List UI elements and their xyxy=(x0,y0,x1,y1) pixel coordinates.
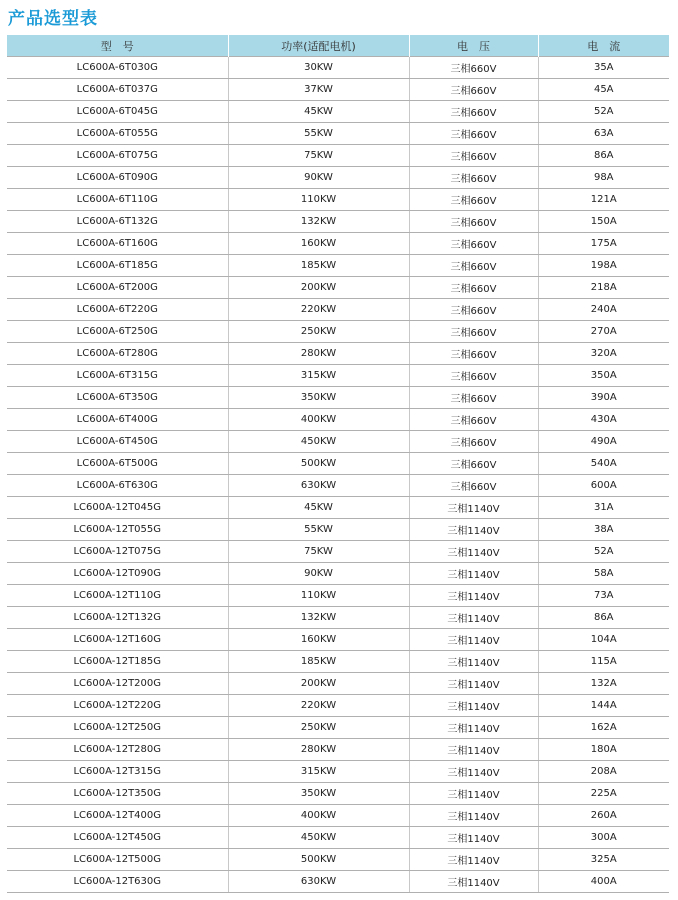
power-cell: 45KW xyxy=(228,497,409,519)
power-cell: 400KW xyxy=(228,409,409,431)
table-row xyxy=(7,233,669,255)
model-cell: LC600A-12T090G xyxy=(7,563,228,585)
voltage-cell: 三相660V xyxy=(409,299,538,321)
current-cell: 162A xyxy=(538,717,669,739)
current-cell: 52A xyxy=(538,541,669,563)
voltage-cell: 三相1140V xyxy=(409,805,538,827)
power-cell: 500KW xyxy=(228,453,409,475)
voltage-cell: 三相660V xyxy=(409,211,538,233)
voltage-cell: 三相1140V xyxy=(409,739,538,761)
table-row xyxy=(7,57,669,79)
current-cell: 400A xyxy=(538,871,669,893)
model-cell: LC600A-12T200G xyxy=(7,673,228,695)
current-cell: 63A xyxy=(538,123,669,145)
model-cell: LC600A-12T450G xyxy=(7,827,228,849)
current-cell: 180A xyxy=(538,739,669,761)
power-cell: 55KW xyxy=(228,123,409,145)
model-cell: LC600A-6T030G xyxy=(7,57,228,79)
power-cell: 132KW xyxy=(228,607,409,629)
model-cell: LC600A-6T110G xyxy=(7,189,228,211)
voltage-cell: 三相660V xyxy=(409,431,538,453)
header-voltage: 电 压 xyxy=(409,35,538,57)
table-row xyxy=(7,211,669,233)
model-cell: LC600A-6T500G xyxy=(7,453,228,475)
header-model: 型 号 xyxy=(7,35,228,57)
current-cell: 430A xyxy=(538,409,669,431)
power-cell: 110KW xyxy=(228,585,409,607)
current-cell: 270A xyxy=(538,321,669,343)
power-cell: 75KW xyxy=(228,145,409,167)
voltage-cell: 三相1140V xyxy=(409,717,538,739)
table-row xyxy=(7,783,669,805)
voltage-cell: 三相1140V xyxy=(409,519,538,541)
power-cell: 90KW xyxy=(228,563,409,585)
model-cell: LC600A-12T110G xyxy=(7,585,228,607)
voltage-cell: 三相1140V xyxy=(409,607,538,629)
model-cell: LC600A-12T055G xyxy=(7,519,228,541)
table-row xyxy=(7,123,669,145)
table-row xyxy=(7,871,669,893)
table-row xyxy=(7,101,669,123)
table-body xyxy=(7,57,669,893)
power-cell: 400KW xyxy=(228,805,409,827)
model-cell: LC600A-6T075G xyxy=(7,145,228,167)
current-cell: 52A xyxy=(538,101,669,123)
model-cell: LC600A-6T400G xyxy=(7,409,228,431)
voltage-cell: 三相660V xyxy=(409,189,538,211)
current-cell: 350A xyxy=(538,365,669,387)
product-selection-table xyxy=(7,35,669,893)
table-row xyxy=(7,739,669,761)
model-cell: LC600A-12T500G xyxy=(7,849,228,871)
model-cell: LC600A-6T090G xyxy=(7,167,228,189)
voltage-cell: 三相660V xyxy=(409,145,538,167)
current-cell: 490A xyxy=(538,431,669,453)
current-cell: 86A xyxy=(538,607,669,629)
voltage-cell: 三相660V xyxy=(409,277,538,299)
table-header xyxy=(7,35,669,57)
table-row xyxy=(7,541,669,563)
current-cell: 121A xyxy=(538,189,669,211)
power-cell: 280KW xyxy=(228,343,409,365)
current-cell: 35A xyxy=(538,57,669,79)
table-row xyxy=(7,409,669,431)
power-cell: 160KW xyxy=(228,233,409,255)
power-cell: 220KW xyxy=(228,299,409,321)
power-cell: 280KW xyxy=(228,739,409,761)
power-cell: 315KW xyxy=(228,365,409,387)
table-row xyxy=(7,519,669,541)
voltage-cell: 三相1140V xyxy=(409,849,538,871)
power-cell: 30KW xyxy=(228,57,409,79)
voltage-cell: 三相660V xyxy=(409,321,538,343)
current-cell: 58A xyxy=(538,563,669,585)
current-cell: 218A xyxy=(538,277,669,299)
table-row xyxy=(7,167,669,189)
header-row xyxy=(7,35,669,57)
current-cell: 45A xyxy=(538,79,669,101)
current-cell: 73A xyxy=(538,585,669,607)
power-cell: 185KW xyxy=(228,255,409,277)
model-cell: LC600A-12T185G xyxy=(7,651,228,673)
model-cell: LC600A-6T220G xyxy=(7,299,228,321)
model-cell: LC600A-12T315G xyxy=(7,761,228,783)
table-row xyxy=(7,497,669,519)
table-row xyxy=(7,607,669,629)
table-row xyxy=(7,673,669,695)
model-cell: LC600A-12T350G xyxy=(7,783,228,805)
power-cell: 250KW xyxy=(228,321,409,343)
current-cell: 240A xyxy=(538,299,669,321)
table-row xyxy=(7,827,669,849)
power-cell: 90KW xyxy=(228,167,409,189)
voltage-cell: 三相1140V xyxy=(409,783,538,805)
current-cell: 390A xyxy=(538,387,669,409)
voltage-cell: 三相1140V xyxy=(409,827,538,849)
power-cell: 160KW xyxy=(228,629,409,651)
table-row xyxy=(7,299,669,321)
current-cell: 540A xyxy=(538,453,669,475)
voltage-cell: 三相1140V xyxy=(409,673,538,695)
power-cell: 200KW xyxy=(228,277,409,299)
model-cell: LC600A-6T055G xyxy=(7,123,228,145)
model-cell: LC600A-6T280G xyxy=(7,343,228,365)
model-cell: LC600A-12T075G xyxy=(7,541,228,563)
model-cell: LC600A-12T250G xyxy=(7,717,228,739)
header-current: 电 流 xyxy=(538,35,669,57)
model-cell: LC600A-6T315G xyxy=(7,365,228,387)
voltage-cell: 三相660V xyxy=(409,343,538,365)
current-cell: 38A xyxy=(538,519,669,541)
model-cell: LC600A-6T450G xyxy=(7,431,228,453)
voltage-cell: 三相660V xyxy=(409,255,538,277)
power-cell: 350KW xyxy=(228,783,409,805)
table-row xyxy=(7,849,669,871)
power-cell: 55KW xyxy=(228,519,409,541)
model-cell: LC600A-6T160G xyxy=(7,233,228,255)
table-row xyxy=(7,387,669,409)
power-cell: 630KW xyxy=(228,475,409,497)
model-cell: LC600A-6T200G xyxy=(7,277,228,299)
table-row xyxy=(7,805,669,827)
table-row xyxy=(7,761,669,783)
voltage-cell: 三相660V xyxy=(409,233,538,255)
power-cell: 450KW xyxy=(228,431,409,453)
voltage-cell: 三相1140V xyxy=(409,629,538,651)
current-cell: 320A xyxy=(538,343,669,365)
voltage-cell: 三相1140V xyxy=(409,541,538,563)
model-cell: LC600A-12T400G xyxy=(7,805,228,827)
voltage-cell: 三相1140V xyxy=(409,651,538,673)
voltage-cell: 三相1140V xyxy=(409,585,538,607)
model-cell: LC600A-12T045G xyxy=(7,497,228,519)
table-row xyxy=(7,453,669,475)
power-cell: 200KW xyxy=(228,673,409,695)
voltage-cell: 三相660V xyxy=(409,475,538,497)
table-row xyxy=(7,365,669,387)
current-cell: 225A xyxy=(538,783,669,805)
current-cell: 260A xyxy=(538,805,669,827)
voltage-cell: 三相660V xyxy=(409,167,538,189)
current-cell: 104A xyxy=(538,629,669,651)
voltage-cell: 三相1140V xyxy=(409,695,538,717)
voltage-cell: 三相660V xyxy=(409,123,538,145)
current-cell: 175A xyxy=(538,233,669,255)
voltage-cell: 三相1140V xyxy=(409,563,538,585)
table-row xyxy=(7,189,669,211)
voltage-cell: 三相1140V xyxy=(409,761,538,783)
voltage-cell: 三相660V xyxy=(409,453,538,475)
table-row xyxy=(7,321,669,343)
current-cell: 208A xyxy=(538,761,669,783)
power-cell: 110KW xyxy=(228,189,409,211)
power-cell: 132KW xyxy=(228,211,409,233)
model-cell: LC600A-12T132G xyxy=(7,607,228,629)
current-cell: 144A xyxy=(538,695,669,717)
voltage-cell: 三相660V xyxy=(409,101,538,123)
power-cell: 45KW xyxy=(228,101,409,123)
table-row xyxy=(7,79,669,101)
power-cell: 37KW xyxy=(228,79,409,101)
model-cell: LC600A-6T132G xyxy=(7,211,228,233)
model-cell: LC600A-6T250G xyxy=(7,321,228,343)
voltage-cell: 三相1140V xyxy=(409,497,538,519)
voltage-cell: 三相1140V xyxy=(409,871,538,893)
table-row xyxy=(7,343,669,365)
current-cell: 600A xyxy=(538,475,669,497)
model-cell: LC600A-6T185G xyxy=(7,255,228,277)
power-cell: 250KW xyxy=(228,717,409,739)
table-row xyxy=(7,145,669,167)
power-cell: 220KW xyxy=(228,695,409,717)
table-row xyxy=(7,563,669,585)
table-row xyxy=(7,585,669,607)
power-cell: 315KW xyxy=(228,761,409,783)
table-row xyxy=(7,475,669,497)
model-cell: LC600A-6T037G xyxy=(7,79,228,101)
table-row xyxy=(7,695,669,717)
power-cell: 350KW xyxy=(228,387,409,409)
power-cell: 450KW xyxy=(228,827,409,849)
table-row xyxy=(7,651,669,673)
model-cell: LC600A-12T160G xyxy=(7,629,228,651)
voltage-cell: 三相660V xyxy=(409,387,538,409)
power-cell: 75KW xyxy=(228,541,409,563)
voltage-cell: 三相660V xyxy=(409,409,538,431)
voltage-cell: 三相660V xyxy=(409,79,538,101)
power-cell: 185KW xyxy=(228,651,409,673)
voltage-cell: 三相660V xyxy=(409,365,538,387)
current-cell: 132A xyxy=(538,673,669,695)
voltage-cell: 三相660V xyxy=(409,57,538,79)
current-cell: 300A xyxy=(538,827,669,849)
current-cell: 31A xyxy=(538,497,669,519)
page-title: 产品选型表 xyxy=(8,9,98,29)
header-power: 功率(适配电机) xyxy=(228,35,409,57)
model-cell: LC600A-6T045G xyxy=(7,101,228,123)
current-cell: 86A xyxy=(538,145,669,167)
model-cell: LC600A-6T350G xyxy=(7,387,228,409)
table-row xyxy=(7,277,669,299)
power-cell: 500KW xyxy=(228,849,409,871)
current-cell: 325A xyxy=(538,849,669,871)
current-cell: 115A xyxy=(538,651,669,673)
model-cell: LC600A-12T220G xyxy=(7,695,228,717)
model-cell: LC600A-12T280G xyxy=(7,739,228,761)
table-row xyxy=(7,255,669,277)
current-cell: 98A xyxy=(538,167,669,189)
model-cell: LC600A-12T630G xyxy=(7,871,228,893)
power-cell: 630KW xyxy=(228,871,409,893)
current-cell: 198A xyxy=(538,255,669,277)
table-row xyxy=(7,431,669,453)
current-cell: 150A xyxy=(538,211,669,233)
table-row xyxy=(7,629,669,651)
table-row xyxy=(7,717,669,739)
model-cell: LC600A-6T630G xyxy=(7,475,228,497)
